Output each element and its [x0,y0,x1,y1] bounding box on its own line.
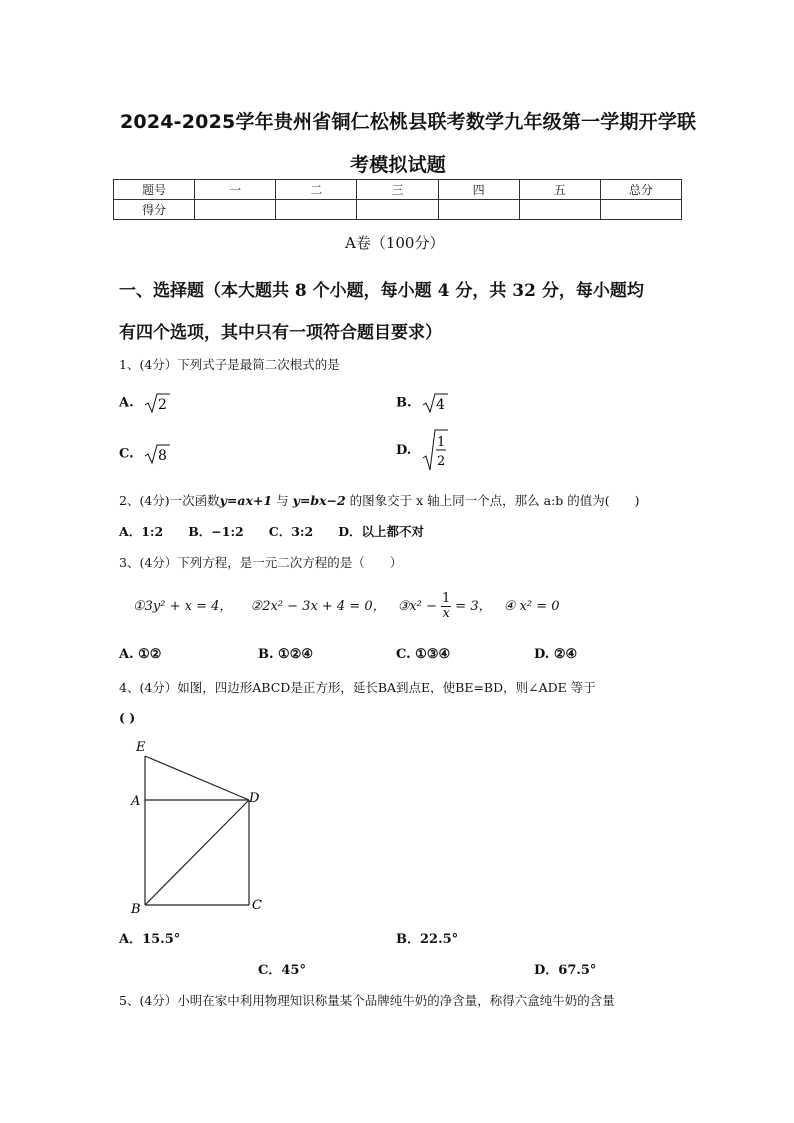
score-cell [276,200,357,220]
q2-mid: 与 [272,493,293,508]
option-label: D. [396,443,412,458]
fraction-numerator: 1 [436,435,446,450]
section-heading: 一、选择题（本大题共 8 个小题，每小题 4 分，共 32 分，每小题均 [119,281,644,301]
question-2-stem [119,491,640,509]
segment-ed [145,756,249,800]
page-title: 2024-2025学年贵州省铜仁松桃县联考数学九年级第一学期开学联 [120,111,697,133]
question-4-stem-continued: ( ) [119,710,136,725]
score-table-header: 总分 [600,180,681,200]
point-label-a: A [131,794,141,809]
score-table-header: 题号 [114,180,195,200]
square-geometry-figure [125,735,275,920]
point-label-d: D [249,791,260,806]
score-table-header: 四 [438,180,519,200]
score-cell [357,200,438,220]
q1-option-d [396,428,448,472]
option-label: B. [396,395,412,411]
q3-equation-2: ②2x² − 3x + 4 = 0， [250,599,386,614]
q3-equation-1: ①3y² + x = 4， [133,599,233,614]
point-label-c: C [252,898,262,913]
sqrt-sign-icon [144,443,170,465]
radicand: 4 [436,397,445,413]
q4-option-c: C．45° [258,963,306,978]
question-1-stem: 1、(4分）下列式子是最简二次根式的是 [119,357,340,372]
q4-option-d: D．67.5° [534,963,597,978]
q2-equation-2: y=bx−2 [292,493,346,508]
q3-equation-3-lhs: ③x² − [397,599,438,614]
q2-prefix: 2、(4分)一次函数 [119,493,220,508]
radicand: 8 [158,448,168,464]
fraction-numerator: 1 [442,591,451,606]
q2-suffix: 的图象交于 x 轴上同一个点，那么 a:b 的值为( ) [345,493,640,508]
score-cell [519,200,600,220]
sqrt-fraction-icon [422,428,448,472]
sqrt-sign-icon [144,392,170,414]
q3-equation-4: ④ x² = 0 [503,599,560,614]
page-title-continued: 考模拟试题 [350,154,447,176]
q3-option-c: C. ①③④ [396,647,451,662]
radicand: 2 [158,397,168,413]
sqrt-sign-icon [422,392,448,414]
score-table-header-row [114,180,682,200]
fraction-denominator: x [442,606,450,621]
q1-option-a [119,392,170,414]
point-label-e: E [136,740,146,755]
score-cell [600,200,681,220]
paper-part-heading: A卷（100分） [345,234,445,252]
option-label: A. [119,395,134,411]
q3-fraction [441,592,451,621]
q4-option-b: B．22.5° [396,932,459,947]
q4-option-a: A．15.5° [119,932,181,947]
option-label: C. [119,446,134,462]
q1-option-b [396,392,448,414]
section-heading-continued: 有四个选项，其中只有一项符合题目要求） [119,323,442,343]
score-table-score-row [114,200,682,220]
score-cell [438,200,519,220]
score-table-header: 一 [195,180,276,200]
score-table-header: 二 [276,180,357,200]
score-table-header: 三 [357,180,438,200]
score-row-label: 得分 [114,200,195,220]
score-table [113,179,682,220]
q3-equations [133,592,560,621]
score-table-header: 五 [519,180,600,200]
question-5-stem: 5、(4分）小明在家中利用物理知识称量某个品牌纯牛奶的净含量，称得六盒纯牛奶的含量 [119,993,615,1008]
q1-option-c [119,443,170,465]
q2-equation-1: y=ax+1 [219,493,273,508]
q3-option-d: D. ②④ [534,647,578,662]
score-cell [195,200,276,220]
q3-option-b: B. ①②④ [258,647,314,662]
question-3-stem: 3、(4分）下列方程，是一元二次方程的是（ ） [119,555,403,570]
point-label-b: B [131,902,141,917]
segment-bd [145,800,249,905]
q3-option-a: A. ①② [119,647,162,662]
question-4-stem: 4、(4分）如图，四边形ABCD是正方形，延长BA到点E，使BE=BD，则∠ADE 等于 [119,680,596,695]
q3-equation-3-rhs: = 3， [455,599,492,614]
q2-options: A．1:2 B．−1:2 C．3:2 D．以上都不对 [119,524,425,539]
fraction-denominator: 2 [436,454,446,469]
